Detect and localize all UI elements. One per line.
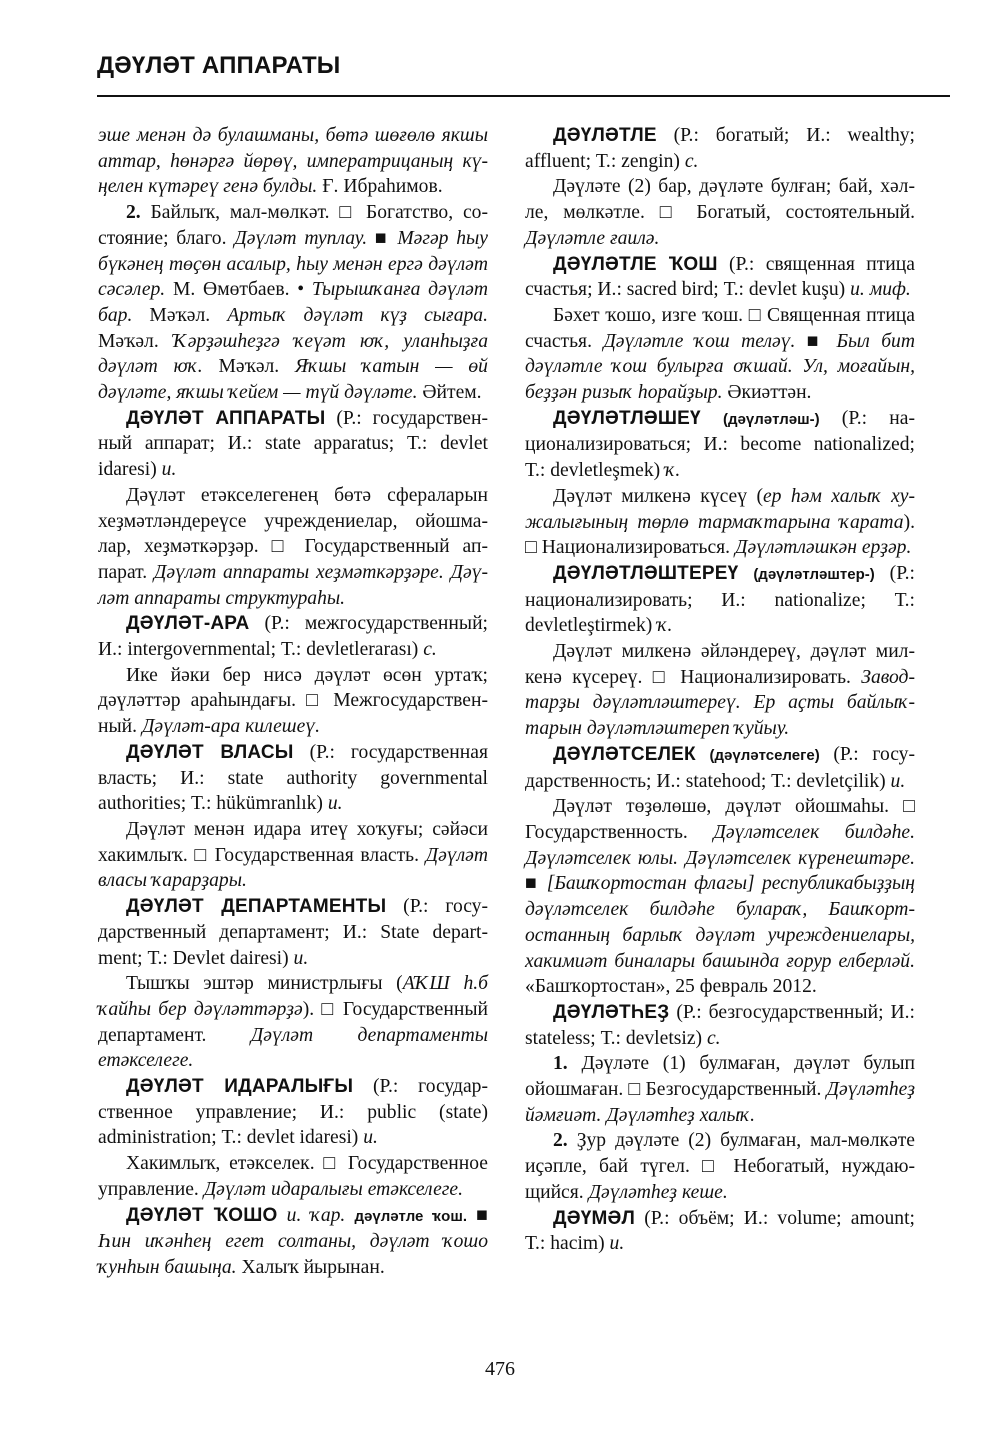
italic-text: АҠШ һ.б ҡайһы бер дәүләттәрҙә: [98, 973, 488, 1020]
headword: ДӘҮЛӘТ-АРА: [126, 613, 250, 635]
italic-text: Мәгәр һыу бүкәнең төҫөн асалыр, һыу менән ергә дәүләт сәсәлер.: [98, 227, 488, 301]
italic-text: Дәүләт туплау.: [234, 227, 368, 249]
entry-paragraph-ara-def: [98, 663, 488, 740]
text-run: Әкиәттән.: [722, 382, 812, 404]
italic-text: эше менән дә булашманы, бөтә шөғөлө якшы аттар, һөнәрғә йөрөү, императрицаның күңелен күтәреү генә булды.: [98, 125, 488, 198]
sense-number: 2.: [553, 1130, 568, 1152]
headword: ДӘҮМӘЛ: [553, 1207, 636, 1229]
entry-paragraph-apparaty: [98, 406, 488, 483]
entry-paragraph-dauletselek-def: [525, 794, 915, 1000]
text-run: Тышҡы эштәр министрлығы (: [126, 973, 403, 995]
italic-text: с.: [684, 150, 699, 172]
text-run: ■: [467, 1204, 488, 1226]
text-run: Дәүләт милкенә әйләндереү, дәүләт милкенә күсереү. □ Национализировать.: [525, 641, 915, 688]
italic-text: с.: [423, 639, 437, 661]
text-run: (Р.: государственность; И.: statehood; Т.: devletçilik): [525, 743, 915, 792]
text-run: (Р.: священная птица счастья; И.: sacred bird; Т.: devlet kuşu): [525, 253, 915, 301]
italic-text: и. ҡар.: [286, 1204, 346, 1226]
text-run: (Р.: национализировать; И.: nationalize; Т.: devletleştirmek): [525, 562, 915, 637]
verb-stem: (дәүләтләштер-): [753, 565, 875, 583]
text-run: (Р.: богатый; И.: wealthy; affluent; Т.: zengin): [525, 125, 915, 172]
text-run: Мәҡәл.: [132, 304, 228, 326]
headword: ДӘҮЛӘТЛЕ ҠОШ: [553, 253, 718, 275]
text-run: ■: [367, 227, 398, 249]
text-run: Мәҡәл.: [202, 356, 295, 378]
text-run: (Р.: объём; И.: volume; amount; Т.: hacim): [525, 1207, 915, 1255]
italic-text: ер һәм халыҡ хужалығының төрлө тармаҡтарына ҡарата: [525, 485, 915, 533]
text-run: М. Өмөтбаев. •: [165, 279, 312, 301]
italic-text: и. миф.: [850, 279, 911, 301]
text-run: Ике йәки бер нисә дәүләт өсөн уртаҡ; дәүләттәр араһындағы. □ Межгосударственный.: [98, 664, 488, 738]
italic-text: Заводтарҙы дәүләтләштереү. Ер аҫты байлыҡтарын дәүләтләштереп ҡуйыу.: [525, 666, 915, 740]
headword: ДӘҮЛӘТ ВЛАСЫ: [126, 741, 294, 763]
italic-text: ҡ.: [665, 460, 681, 482]
entry-paragraph-departament: [98, 894, 488, 971]
text-run: (Р.: государственный аппарат; И.: state apparatus; Т.: devlet idaresi): [98, 407, 488, 481]
headword: ДӘҮЛӘТҺЕҘ: [553, 1001, 670, 1023]
entry-paragraph-daulatlashtereu-def: [525, 639, 915, 742]
headword: ДӘҮЛӘТЛӘШЕҮ: [553, 407, 701, 429]
entry-paragraph-daulathez: [525, 1000, 915, 1051]
text-run: [738, 563, 753, 584]
italic-text: Һин иҡәнһең егет солтаны, дәүләт ҡошо ҡунһын башыңа.: [98, 1231, 488, 1278]
entry-paragraph-daulatlashu-def: [525, 484, 915, 561]
running-head: ДӘҮЛӘТ АППАРАТЫ: [97, 52, 341, 79]
italic-text: Дәүләтләшкән ерҙәр.: [734, 537, 912, 559]
italic-text: Ҡәрҙәшһеҙгә ҡеүәт юҡ, уланһыҙға дәүләт юҡ.: [98, 330, 489, 378]
italic-text: и.: [161, 459, 177, 481]
verb-stem: (дәүләтләш-): [723, 410, 820, 428]
text-run: ■: [525, 873, 547, 895]
italic-text: Тырышҡанға дәүләт бар.: [98, 279, 488, 326]
header-rule: [97, 95, 950, 97]
page-number: 476: [485, 1358, 515, 1380]
italic-text: и.: [609, 1233, 625, 1255]
italic-text: Дәүләт власы ҡарарҙары.: [98, 844, 488, 892]
italic-text: Дәүләтһеҙ кеше.: [588, 1181, 728, 1203]
verb-stem: (дәүләтселеге): [709, 746, 820, 764]
italic-text: Дәүләт-ара килешеү.: [141, 716, 320, 738]
entry-paragraph-daulathez-2: [525, 1128, 915, 1205]
italic-text: с.: [706, 1027, 721, 1049]
text-run: Дәүләте (2) бар, дәүләте булған; бай, хәлле, мөлкәтле. □ Богатый, состоятельный.: [525, 176, 915, 224]
text-run: Бәхет ҡошо, изге ҡош. □ Священная птица счастья.: [525, 304, 915, 352]
italic-text: Дәүләт департаменты етәкселеге.: [98, 1024, 488, 1072]
entry-paragraph-dauletle-def: [525, 174, 915, 251]
italic-text: ҡ.: [657, 615, 673, 637]
italic-text: Дәүләтселек билдәһе. Дәүләтселек юлы. Дәүләтселек күренештәре.: [525, 821, 915, 869]
sense-number: 1.: [553, 1053, 568, 1075]
text-run: Байлыҡ, мал-мөлкәт. □ Богатство, состояние; благо.: [98, 202, 488, 249]
headword: ДӘҮЛӘТСЕЛЕК: [553, 743, 696, 765]
sense-number: 2.: [126, 202, 141, 224]
text-run: (Р.: государственная власть; И.: state authority governmental authorities; Т.: hükümranlık): [98, 741, 488, 815]
text-run: Дәүләт милкенә күсеү (: [553, 485, 763, 507]
text-run: (Р.: безгосударственный; И.: stateless; Т.: devletsiz): [525, 1001, 915, 1049]
entry-paragraph-dauletle-kosh: [525, 252, 915, 303]
text-run: (Р.: национализироваться; И.: become nationalized; Т.: devletleşmek): [525, 407, 915, 482]
text-run: ). □ Государственный департамент.: [98, 998, 488, 1046]
entry-paragraph-daumal: [525, 1206, 915, 1257]
entry-paragraph-ara: [98, 611, 488, 662]
italic-text: и.: [327, 793, 343, 815]
italic-text: Был бит дәүләтле ҡош булырға оҡшай. Ул, моғайын, беҙҙән ризыҡ һорайҙыр.: [525, 330, 915, 404]
text-run: Ҙур дәүләте (2) булмаған, мал-мөлкәте иҫәпле, бай түгел. □ Небогатый, нуждающийся.: [525, 1130, 915, 1203]
text-run: [696, 744, 710, 765]
italic-text: Дәүләтле ҡош теләү.: [603, 330, 796, 352]
text-run: [277, 1205, 286, 1226]
headword: ДӘҮЛӘТ ҠОШО: [126, 1204, 278, 1226]
text-run: «Башҡортостан», 25 февраль 2012.: [525, 976, 817, 998]
text-run: [701, 408, 723, 429]
text-run: ■: [795, 330, 837, 352]
verb-stem: дәүләтле ҡош.: [354, 1207, 467, 1225]
text-run: Хакимлыҡ, етәкселек. □ Государственное управление.: [98, 1153, 488, 1200]
entry-paragraph-departament-def: [98, 971, 488, 1074]
entry-paragraph-idaraly: [98, 1074, 488, 1151]
left-column: [98, 123, 488, 1281]
headword: ДӘҮЛӘТЛӘШТЕРЕҮ: [553, 562, 739, 584]
italic-text: и.: [890, 770, 906, 792]
italic-text: Дәүләт аппараты хеҙмәткәрҙәре. Дәүләт аппараты структураһы.: [98, 561, 488, 609]
entry-paragraph-daulatlashtereu: [525, 561, 915, 639]
entry-paragraph-kosho: [98, 1203, 488, 1281]
text-run: Мәҡәл.: [98, 330, 174, 352]
italic-text: Дәүләтле ғаилә.: [525, 227, 660, 249]
text-run: (Р.: государственное управление; И.: public (state) administration; Т.: devlet idaresi): [98, 1076, 488, 1149]
italic-text: Дәүләт идаралығы етәкселеге.: [203, 1178, 464, 1200]
italic-text: Артыҡ дәүләт күҙ сығара.: [227, 304, 488, 326]
entry-paragraph-daulathez-1: [525, 1051, 915, 1128]
entry-paragraph-vlasy: [98, 740, 488, 817]
text-run: (Р.: межгосударственный; И.: intergovernmental; Т.: devletlerarası): [98, 613, 488, 661]
headword: ДӘҮЛӘТ ИДАРАЛЫҒЫ: [126, 1076, 354, 1098]
entry-paragraph-cont2: [98, 200, 488, 406]
entry-paragraph-cont: [98, 123, 488, 200]
text-run: Ғ. Ибраһимов.: [317, 176, 443, 198]
text-run: Әйтем.: [417, 382, 482, 404]
entry-paragraph-dauletle-kosh-def: [525, 303, 915, 406]
italic-text: и.: [363, 1127, 378, 1149]
text-run: (Р.: государственный департамент; И.: State department; Т.: Devlet dairesi): [98, 896, 488, 969]
headword: ДӘҮЛӘТ ДЕПАРТАМЕНТЫ: [126, 896, 387, 918]
text-run: Дәүләт төҙөлөшө, дәүләт ойошмаһы. □ Государственность.: [525, 796, 915, 843]
italic-text: [Башҡортостан флагы] республикабыҙҙың дәүләтселек билдәһе булараҡ, Башҡортостанның барлыҡ дәүләт учреждениелары, хакимиәт биналары башында ғорур елберләй.: [525, 873, 915, 972]
italic-text: и.: [293, 947, 309, 969]
italic-text: Дәүләтһеҙ йәмғиәт. Дәүләтһеҙ халыҡ.: [525, 1079, 915, 1126]
entry-paragraph-vlasy-def: [98, 817, 488, 894]
text-run: Халыҡ йырынан.: [236, 1256, 385, 1278]
right-column: [525, 123, 915, 1257]
entry-paragraph-dauletle: [525, 123, 915, 174]
italic-text: Яҡшы ҡатын — өй дәүләте, яҡшы ҡейем — түй дәүләте.: [98, 356, 488, 404]
headword: ДӘҮЛӘТЛЕ: [553, 125, 657, 146]
text-run: Дәүләт етәкселегенең бөтә сфераларын хеҙмәтләндереүсе учреждениелар, ойошмалар, хеҙмәткәрҙәр. □ Государственный аппарат.: [98, 484, 488, 583]
entry-paragraph-dauletselek: [525, 742, 915, 794]
headword: ДӘҮЛӘТ АППАРАТЫ: [126, 407, 326, 429]
text-run: Дәүләт менән идара итеү хоҡуғы; сәйәси хакимлыҡ. □ Государственная власть.: [98, 818, 488, 866]
entry-paragraph-idaraly-def: [98, 1151, 488, 1202]
text-run: ). □ Национализироваться.: [525, 511, 915, 559]
text-run: Дәүләте (1) булмаған, дәүләт булып ойошмаған. □ Безгосударственный.: [525, 1053, 915, 1101]
entry-paragraph-apparaty-def: [98, 483, 488, 612]
entry-paragraph-daulatlashu: [525, 406, 915, 484]
